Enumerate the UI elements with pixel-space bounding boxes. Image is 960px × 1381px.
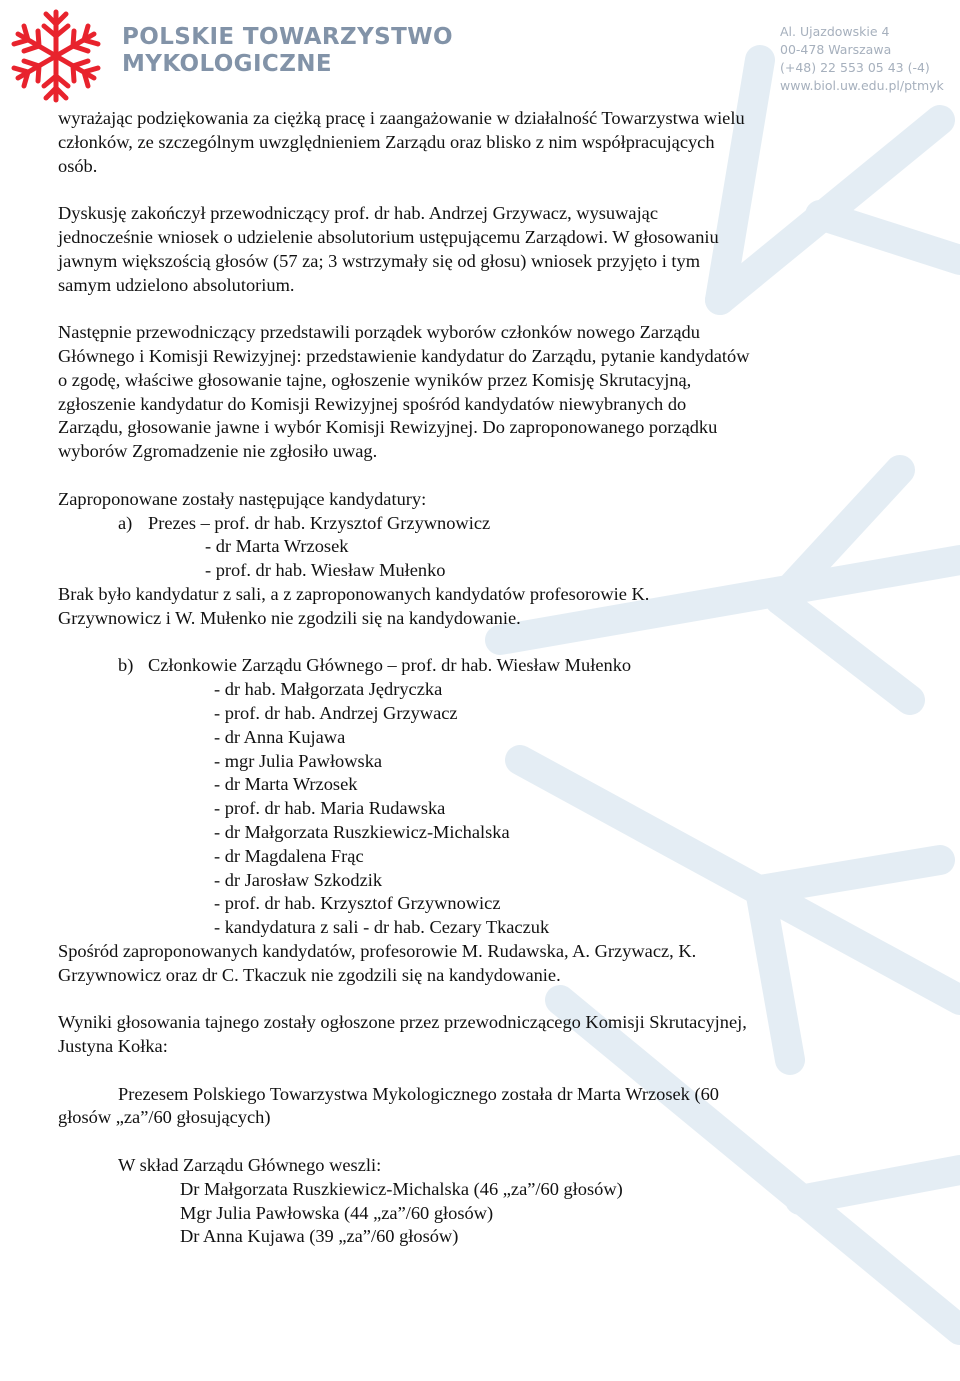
text-line: wyborów Zgromadzenie nie zgłosiło uwag. — [58, 441, 378, 462]
text-line: Wyniki głosowania tajnego zostały ogłoszone przez przewodniczącego Komisji Skrutacyjnej, — [58, 1012, 747, 1033]
list-item: - prof. dr hab. Andrzej Grzywacz — [214, 702, 458, 723]
list-item: - dr Magdalena Frąc — [214, 845, 364, 866]
text-line: jawnym większością głosów (57 za; 3 wstrzymały się od głosu) wniosek przyjęto i tym — [58, 250, 701, 271]
document-body — [58, 107, 848, 1249]
section-a-label: a) — [118, 512, 133, 533]
list-item: - prof. dr hab. Krzysztof Grzywnowicz — [214, 893, 501, 914]
contact-phone: (+48) 22 553 05 43 (-4) — [780, 60, 930, 75]
contact-postal: 00-478 Warszawa — [780, 42, 892, 57]
text-line: Grzywnowicz oraz dr C. Tkaczuk nie zgodzili się na kandydowanie. — [58, 964, 561, 985]
contact-block — [780, 23, 944, 95]
list-item: - dr Marta Wrzosek — [214, 774, 358, 795]
section-a-title: Prezes – prof. dr hab. Krzysztof Grzywnowicz — [148, 512, 491, 533]
board-intro: W skład Zarządu Głównego weszli: — [118, 1155, 382, 1176]
section-a-heading — [58, 512, 848, 536]
text-line: o zgodę, właściwe głosowanie tajne, ogłoszenie wyników przez Komisję Skrutacyjną, — [58, 369, 692, 390]
text-line: Prezesem Polskiego Towarzystwa Mykologicznego została dr Marta Wrzosek (60 — [118, 1083, 719, 1104]
list-item: - dr Marta Wrzosek — [205, 536, 349, 557]
list-item: - mgr Julia Pawłowska — [214, 750, 383, 771]
text-line: Zarządu, głosowanie jawne i wybór Komisji Rewizyjnej. Do zaproponowanego porządku — [58, 417, 718, 438]
organization-name — [122, 24, 453, 78]
text-line: członków, ze szczególnym uwzględnieniem Zarządu oraz blisko z nim współpracujących — [58, 131, 715, 152]
list-item: - dr hab. Małgorzata Jędryczka — [214, 679, 443, 700]
organization-name-line1: POLSKIE TOWARZYSTWO — [122, 24, 453, 50]
candidates-intro: Zaproponowane zostały następujące kandydatury: — [58, 488, 427, 509]
board-member: Dr Małgorzata Ruszkiewicz-Michalska (46 „za”/60 głosów) — [180, 1178, 623, 1199]
text-line: Głównego i Komisji Rewizyjnej: przedstawienie kandydatur do Zarządu, pytanie kandydatów — [58, 345, 750, 366]
text-line: Dyskusję zakończył przewodniczący prof. dr hab. Andrzej Grzywacz, wysuwając — [58, 203, 659, 224]
list-item: - dr Małgorzata Ruszkiewicz-Michalska — [214, 821, 510, 842]
text-line: głosów „za”/60 głosujących) — [58, 1107, 271, 1128]
board-member: Dr Anna Kujawa (39 „za”/60 głosów) — [180, 1226, 459, 1247]
text-line: Brak było kandydatur z sali, a z zaproponowanych kandydatów profesorowie K. — [58, 583, 650, 604]
organization-name-line2: MYKOLOGICZNE — [122, 51, 333, 77]
list-item: - kandydatura z sali - dr hab. Cezary Tkaczuk — [214, 917, 550, 938]
contact-address: Al. Ujazdowskie 4 — [780, 24, 890, 39]
list-item: - prof. dr hab. Maria Rudawska — [214, 798, 446, 819]
text-line: Następnie przewodniczący przedstawili porządek wyborów członków nowego Zarządu — [58, 322, 700, 343]
text-line: Grzywnowicz i W. Mułenko nie zgodzili się na kandydowanie. — [58, 607, 521, 628]
contact-website[interactable]: www.biol.uw.edu.pl/ptmyk — [780, 78, 944, 93]
text-line: jednocześnie wniosek o udzielenie absolutorium ustępującemu Zarządowi. W głosowaniu — [58, 226, 719, 247]
board-member: Mgr Julia Pawłowska (44 „za”/60 głosów) — [180, 1202, 494, 1223]
text-line: Spośród zaproponowanych kandydatów, profesorowie M. Rudawska, A. Grzywacz, K. — [58, 940, 697, 961]
text-line: osób. — [58, 155, 98, 176]
text-line: wyrażając podziękowania za ciężką pracę i zaangażowanie w działalność Towarzystwa wielu — [58, 108, 745, 128]
text-line: Justyna Kołka: — [58, 1036, 168, 1057]
section-b-heading — [58, 654, 848, 678]
section-b-title: Członkowie Zarządu Głównego – prof. dr hab. Wiesław Mułenko — [148, 655, 632, 676]
section-b-label: b) — [118, 655, 134, 676]
snowflake-logo-icon — [6, 6, 106, 106]
list-item: - prof. dr hab. Wiesław Mułenko — [205, 560, 446, 581]
list-item: - dr Anna Kujawa — [214, 726, 346, 747]
list-item: - dr Jarosław Szkodzik — [214, 869, 383, 890]
text-line: zgłoszenie kandydatur do Komisji Rewizyjnej spośród kandydatów niewybranych do — [58, 393, 687, 414]
text-line: samym udzielono absolutorium. — [58, 274, 295, 295]
